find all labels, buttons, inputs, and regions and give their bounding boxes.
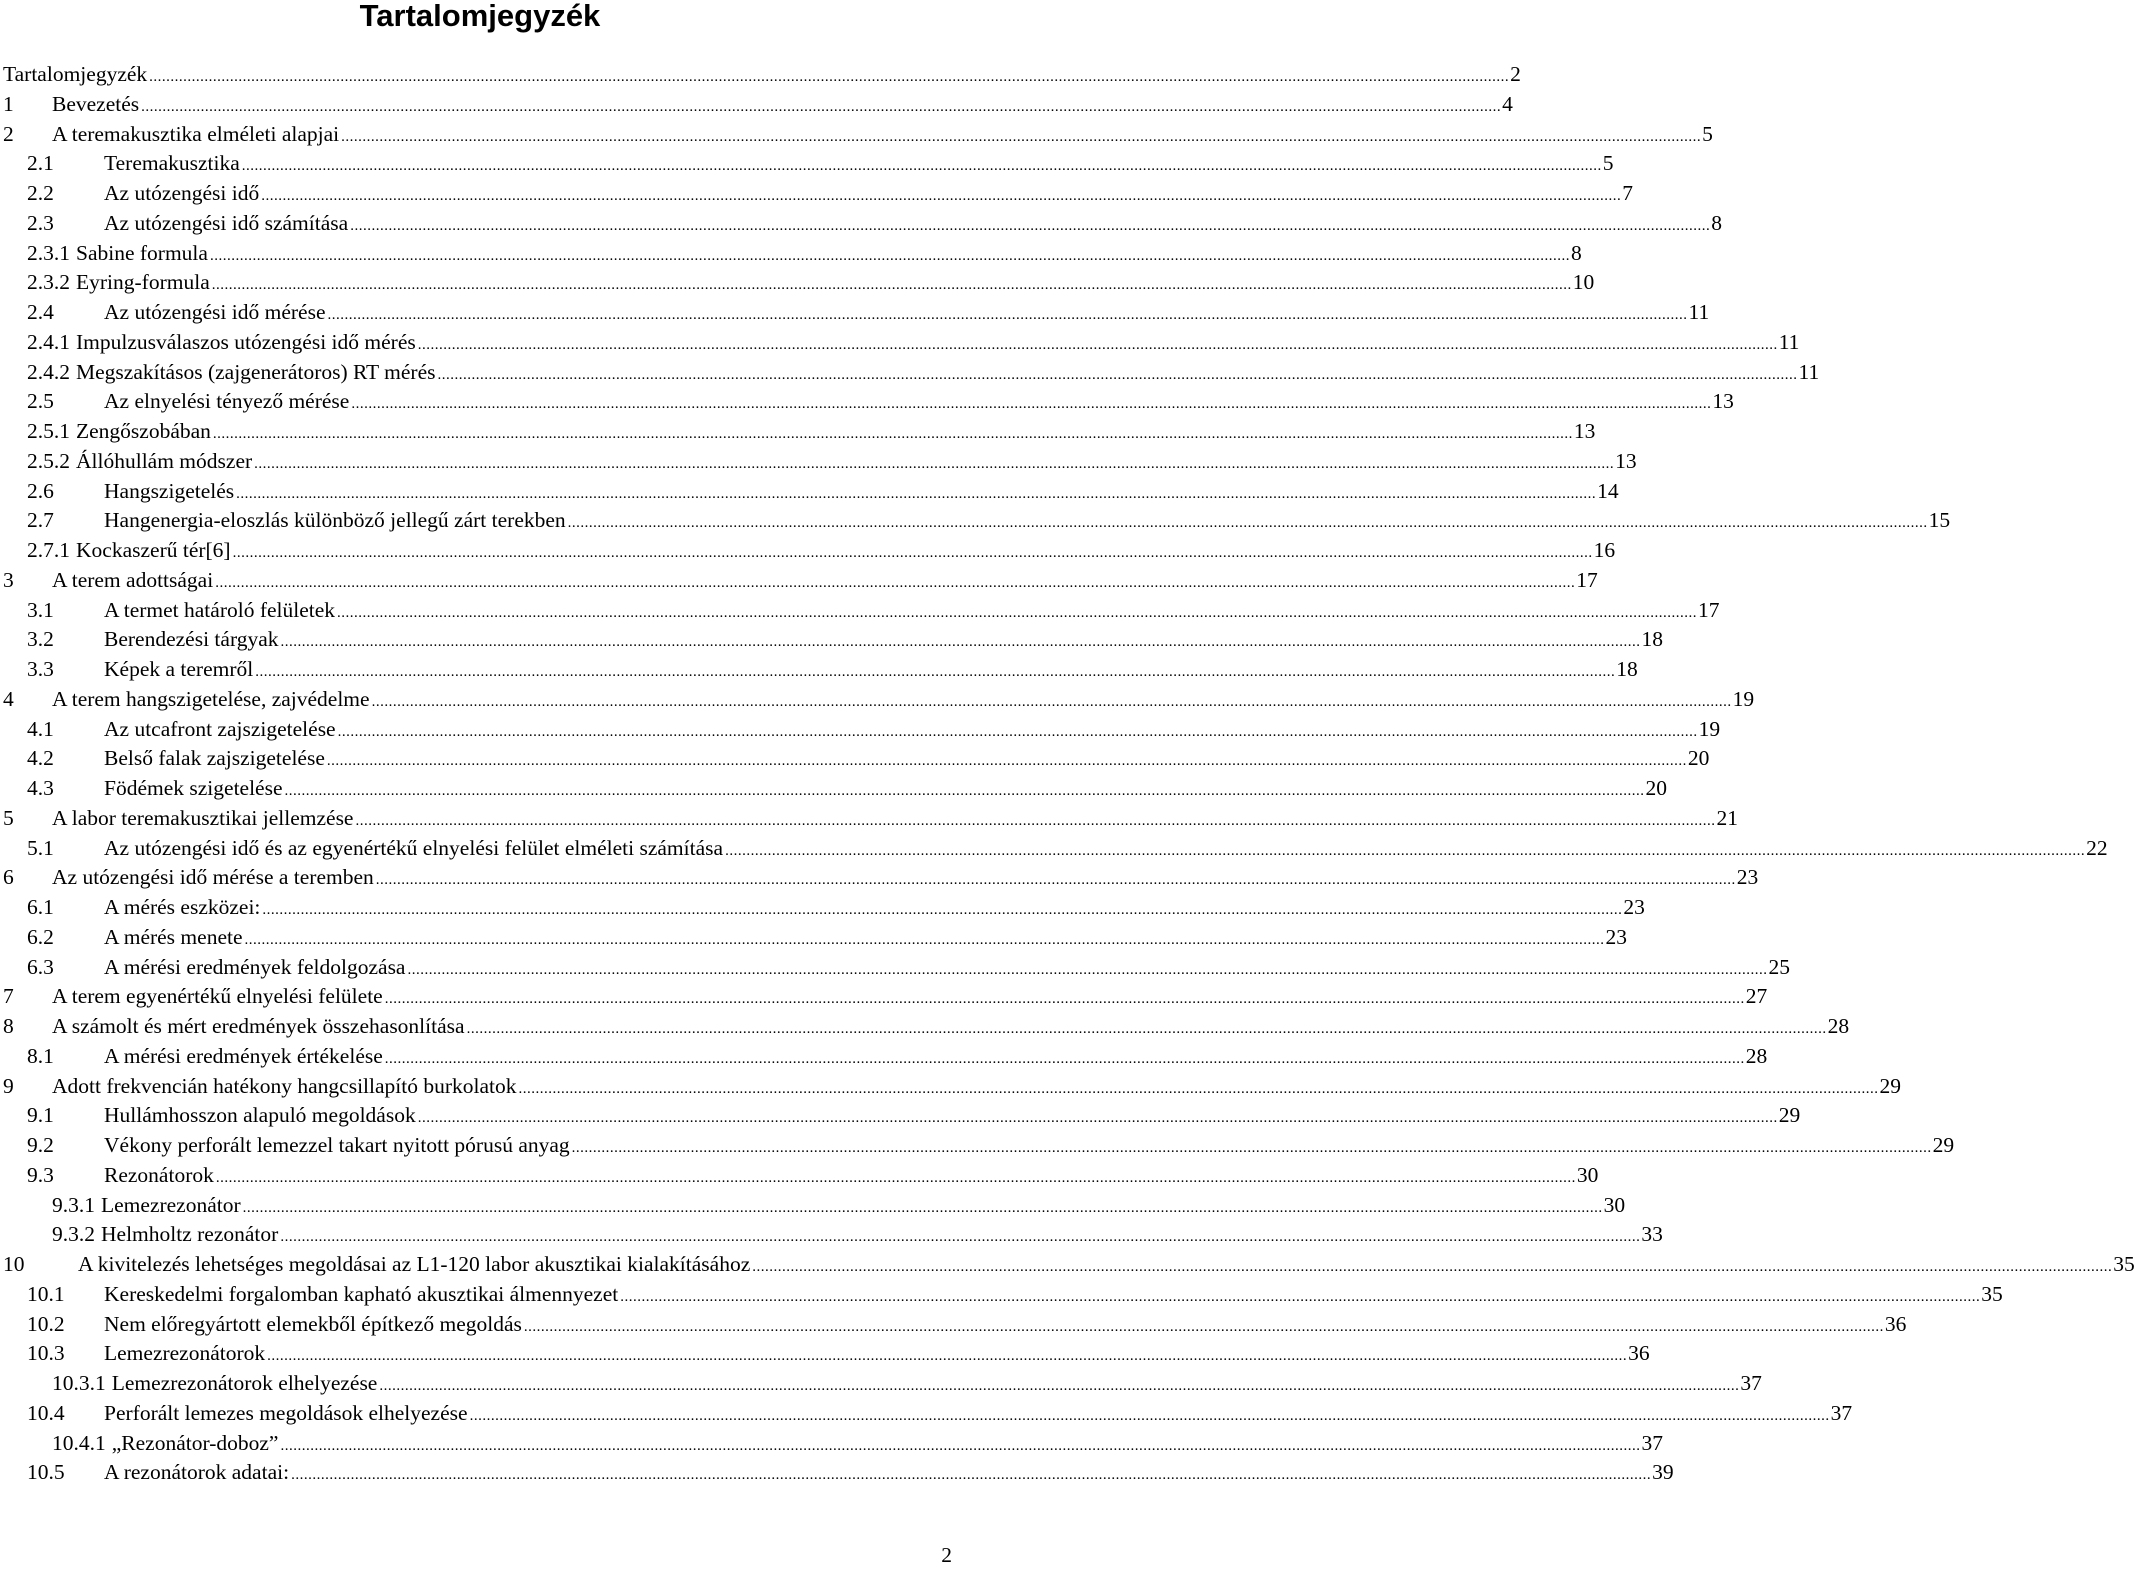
toc-entry-number: 9.3.2 [52,1222,95,1247]
toc-entry[interactable] [0,1458,1674,1488]
toc-entry-page: 23 [1736,865,1759,890]
dot-leader [141,93,1501,123]
toc-entry-number: 4.3 [27,776,54,800]
toc-entry[interactable] [0,209,1722,239]
toc-entry-title: Hullámhosszon alapuló megoldások [104,1103,416,1128]
dot-leader [213,420,1573,450]
toc-entry[interactable] [0,1280,2003,1310]
toc-entry[interactable] [0,596,1720,626]
dot-leader [216,1164,1576,1194]
toc-entry-number: 2.2 [27,181,54,205]
toc-entry-page: 36 [1628,1341,1650,1366]
toc-entry-title: Impulzusválaszos utózengési idő mérés [76,329,416,354]
toc-entry-number: 10.4 [27,1400,65,1425]
toc-entry-title: „Rezonátor-doboz” [111,1430,279,1455]
toc-entry-number: 4 [3,686,14,711]
toc-entry-number: 2.3.1 [27,240,70,265]
toc-entry[interactable] [0,1399,1853,1429]
toc-entry[interactable] [0,685,1755,715]
toc-entry-page: 29 [1932,1133,1955,1157]
dot-leader [337,599,1697,629]
dot-leader [572,1134,1932,1164]
toc-entry[interactable] [0,893,1645,923]
dot-leader [725,837,2085,867]
dot-leader [519,1075,1879,1105]
toc-entry[interactable] [0,506,1951,536]
toc-entry-number: 6.2 [27,924,54,949]
toc-entry-title: Hangszigetelés [104,478,235,503]
toc-entry-number: 9.3 [27,1162,54,1187]
toc-entry-number: 10.4.1 [52,1430,106,1455]
dot-leader [385,985,1745,1015]
dot-leader [243,1194,1603,1224]
toc-entry[interactable] [0,863,1759,893]
dot-leader [338,718,1698,748]
toc-entry-number: 8 [3,1014,14,1038]
toc-entry-number: 6.1 [27,895,54,919]
toc-entry-page: 5 [1702,121,1713,146]
toc-entry-title: A teremakusztika elméleti alapjai [52,121,340,146]
toc-entry-title: Kereskedelmi forgalomban kapható akusztikai álmennyezet [104,1281,619,1306]
toc-entry[interactable] [0,923,1628,953]
toc-entry-page: 30 [1576,1162,1599,1187]
toc-entry-title: A kivitelezés lehetséges megoldásai az L1-120 labor akusztikai kialakításához [78,1252,751,1276]
toc-entry-page: 4 [1502,91,1513,116]
toc-entry-title: A terem adottságai [52,567,214,592]
toc-entry-number: 8.1 [27,1043,54,1068]
toc-entry[interactable] [0,774,1668,804]
dot-leader [245,926,1605,956]
toc-entry-page: 28 [1745,1043,1768,1068]
toc-entry-title: Lemezrezonátor [101,1192,241,1217]
toc-entry-title: Eyring-formula [76,270,210,295]
toc-entry-number: 2.3.2 [27,270,70,295]
toc-entry[interactable] [0,1161,1599,1191]
toc-entry[interactable] [0,1012,1850,1042]
toc-entry-page: 17 [1698,597,1720,622]
toc-entry-title: Tartalomjegyzék [3,62,148,86]
toc-entry-number: 2.4 [27,300,54,324]
toc-entry[interactable] [0,1131,1955,1161]
toc-entry-title: A termet határoló felületek [104,597,336,622]
toc-entry-page: 18 [1616,657,1638,681]
dot-leader [236,480,1596,510]
toc-entry-title: Nem előregyártott elemekből építkező megoldás [104,1311,522,1336]
toc-entry-title: Lemezrezonátorok elhelyezése [111,1371,378,1395]
toc-entry-number: 2.1 [27,151,54,176]
dot-leader [467,1015,1827,1045]
dot-leader [355,807,1715,837]
toc-entry-number: 2.3 [27,210,54,235]
toc-entry-title: A mérés menete [104,924,243,949]
toc-entry-number: 2.5 [27,389,54,414]
toc-entry[interactable] [0,804,1738,834]
toc-entry[interactable] [0,149,1614,179]
toc-entry[interactable] [0,328,1800,358]
dot-leader [254,450,1614,480]
toc-entry-page: 27 [1745,984,1768,1009]
toc-entry-title: Kockaszerű tér[6] [76,538,231,562]
toc-entry-title: Állóhullám módszer [76,448,253,473]
toc-entry-page: 20 [1645,776,1668,800]
toc-entry-title: A terem hangszigetelése, zajvédelme [52,686,370,711]
toc-entry-page: 13 [1615,448,1637,473]
toc-entry-number: 10.5 [27,1460,65,1485]
toc-entry[interactable] [0,655,1638,685]
toc-entry[interactable] [0,1310,1907,1340]
toc-entry-page: 8 [1570,240,1582,265]
dot-leader [407,956,1767,986]
dot-leader [262,896,1622,926]
toc-entry[interactable] [0,447,1637,477]
dot-leader [261,182,1621,212]
toc-entry-title: A terem egyenértékű elnyelési felülete [52,984,383,1009]
dot-leader [418,1104,1778,1134]
dot-leader [291,1461,1651,1491]
dot-leader [568,509,1928,539]
toc-entry-title: Teremakusztika [104,151,240,176]
toc-entry-title: Belső falak zajszigetelése [104,746,325,771]
toc-entry-title: Hangenergia-eloszlás különböző jellegű zárt terekben [104,508,566,533]
toc-entry-number: 4.2 [27,746,54,771]
dot-leader [385,1045,1745,1075]
toc-entry-page: 21 [1716,805,1738,830]
dot-leader [418,331,1778,361]
toc-entry-title: Az utózengési idő mérése [104,300,326,324]
toc-entry[interactable] [0,1250,2135,1280]
toc-entry-number: 3 [3,567,14,592]
toc-entry-page: 19 [1698,716,1721,741]
toc-entry[interactable] [0,1369,1762,1399]
toc-entry[interactable] [0,1042,1768,1072]
toc-entry-title: A mérés eszközei: [104,895,261,919]
toc-entry-page: 36 [1884,1311,1907,1336]
page-title: Tartalomjegyzék [359,0,601,33]
toc-entry[interactable] [0,982,1768,1012]
toc-entry-number: 2.5.2 [27,448,70,473]
dot-leader [438,361,1798,391]
toc-entry[interactable] [0,1191,1626,1221]
toc-entry-page: 28 [1827,1014,1850,1038]
toc-entry-page: 19 [1732,686,1755,711]
toc-entry[interactable] [0,536,1616,566]
dot-leader [233,539,1593,569]
dot-leader [350,212,1710,242]
toc-entry-page: 29 [1879,1073,1902,1098]
toc-entry[interactable] [0,90,1513,120]
toc-entry-number: 2.7 [27,508,54,533]
toc-entry-page: 16 [1593,538,1616,562]
toc-entry-page: 11 [1778,329,1800,354]
toc-entry-page: 37 [1740,1371,1762,1395]
toc-entry[interactable] [0,60,1521,90]
toc-entry-title: Az utcafront zajszigetelése [104,716,336,741]
toc-entry-number: 2.4.2 [27,359,70,384]
dot-leader [267,1342,1627,1372]
toc-entry-title: A mérési eredmények feldolgozása [104,954,406,979]
toc-entry-page: 35 [2113,1252,2135,1276]
toc-entry-title: Az elnyelési tényező mérése [104,389,350,414]
toc-entry-title: Bevezetés [52,91,140,116]
dot-leader [470,1402,1830,1432]
toc-entry[interactable] [0,179,1633,209]
toc-entry-number: 3.2 [27,627,54,652]
toc-entry-number: 5 [3,805,14,830]
dot-leader [215,569,1575,599]
toc-entry-page: 23 [1623,895,1645,919]
toc-entry-number: 9.3.1 [52,1192,95,1217]
dot-leader [212,271,1572,301]
toc-entry[interactable] [0,1072,1902,1102]
dot-leader [285,777,1645,807]
dot-leader [376,866,1736,896]
toc-entry-number: 10.3 [27,1341,65,1366]
dot-leader [328,301,1688,331]
dot-leader [280,1223,1640,1253]
toc-entry-page: 39 [1652,1460,1674,1485]
toc-entry-page: 7 [1622,181,1633,205]
toc-entry[interactable] [0,477,1619,507]
toc-entry-page: 13 [1573,419,1596,443]
toc-entry-page: 11 [1798,359,1820,384]
toc-entry-number: 5.1 [27,835,54,860]
toc-entry-title: Az utózengési idő számítása [104,210,349,235]
toc-entry-title: Megszakításos (zajgenerátoros) RT mérés [76,359,436,384]
toc-entry-number: 2.7.1 [27,538,70,562]
toc-entry[interactable] [0,1339,1650,1369]
toc-entry-page: 20 [1687,746,1710,771]
toc-entry-title: A labor teremakusztikai jellemzése [52,805,354,830]
toc-entry[interactable] [0,1429,1663,1459]
toc-entry-number: 2.6 [27,478,54,503]
toc-entry-number: 6.3 [27,954,54,979]
toc-entry-title: A mérési eredmények értékelése [104,1043,383,1068]
toc-entry-number: 10.3.1 [52,1371,106,1395]
toc-entry[interactable] [0,120,1713,150]
toc-entry-number: 9.2 [27,1133,54,1157]
toc-entry[interactable] [0,715,1721,745]
toc-entry-title: Födémek szigetelése [104,776,283,800]
dot-leader [280,1432,1640,1462]
toc-entry-title: Perforált lemezes megoldások elhelyezése [104,1400,468,1425]
toc-entry-page: 14 [1597,478,1619,503]
toc-entry-page: 17 [1576,567,1598,592]
toc-entry-title: Az utózengési idő és az egyenértékű elnyelési felület elméleti számítása [104,835,724,860]
toc-entry[interactable] [0,387,1734,417]
toc-entry-title: Az utózengési idő mérése a teremben [52,865,374,890]
toc-entry[interactable] [0,566,1598,596]
toc-entry-page: 30 [1603,1192,1626,1217]
dot-leader [242,152,1602,182]
dot-leader [379,1372,1739,1402]
toc-entry-title: Az utózengési idő [104,181,260,205]
toc-entry-number: 9 [3,1073,14,1098]
toc-entry[interactable] [0,358,1820,388]
toc-entry-title: A számolt és mért eredmények összehasonlítása [52,1014,465,1038]
toc-entry-page: 15 [1928,508,1951,533]
toc-entry-number: 2 [3,121,14,146]
toc-entry-title: A rezonátorok adatai: [104,1460,290,1485]
dot-leader [341,123,1701,153]
toc-entry-number: 1 [3,91,14,116]
toc-entry[interactable] [0,1220,1663,1250]
toc-entry-page: 37 [1641,1430,1663,1455]
toc-entry-number: 2.4.1 [27,329,70,354]
toc-entry-page: 35 [1981,1281,2003,1306]
toc-entry-page: 22 [2086,835,2108,860]
toc-entry-page: 33 [1641,1222,1663,1247]
toc-entry[interactable] [0,268,1595,298]
toc-entry-title: Lemezrezonátorok [104,1341,266,1366]
toc-entry-title: Berendezési tárgyak [104,627,279,652]
toc-entry[interactable] [0,953,1790,983]
dot-leader [327,747,1687,777]
toc-entry-page: 13 [1712,389,1734,414]
toc-entry[interactable] [0,744,1710,774]
dot-leader [351,390,1711,420]
toc-entry-page: 8 [1711,210,1722,235]
toc-entry-title: Sabine formula [76,240,208,265]
toc-entry[interactable] [0,1101,1801,1131]
toc-entry-page: 18 [1641,627,1664,652]
toc-entry-title: Adott frekvencián hatékony hangcsillapító burkolatok [52,1073,517,1098]
toc-entry-number: 3.1 [27,597,54,622]
toc-entry-page: 11 [1688,300,1710,324]
dot-leader [255,658,1615,688]
toc-entry-number: 2.5.1 [27,419,70,443]
table-of-contents [0,60,2135,1488]
dot-leader [149,63,1509,93]
toc-entry[interactable] [0,625,1664,655]
toc-entry-title: Zengőszobában [76,419,211,443]
toc-entry-number: 10.1 [27,1281,65,1306]
toc-entry-page: 25 [1768,954,1790,979]
toc-entry-title: Helmholtz rezonátor [101,1222,279,1247]
dot-leader [210,242,1570,272]
page-number: 2 [941,1543,952,1567]
toc-entry[interactable] [0,239,1582,269]
dot-leader [281,628,1641,658]
dot-leader [620,1283,1980,1313]
toc-entry-page: 23 [1605,924,1628,949]
toc-entry-title: Képek a teremről [104,657,254,681]
toc-entry[interactable] [0,834,2108,864]
toc-entry-page: 29 [1778,1103,1801,1128]
toc-entry-number: 3.3 [27,657,54,681]
toc-entry-number: 7 [3,984,14,1009]
toc-entry[interactable] [0,417,1596,447]
toc-entry-number: 4.1 [27,716,54,741]
toc-entry-page: 10 [1572,270,1595,295]
toc-entry-title: Vékony perforált lemezzel takart nyitott pórusú anyag [104,1133,570,1157]
toc-entry-number: 10.2 [27,1311,65,1336]
toc-entry-page: 37 [1830,1400,1853,1425]
toc-entry-page: 5 [1602,151,1614,176]
dot-leader [524,1313,1884,1343]
toc-entry-number: 10 [3,1252,25,1276]
toc-entry-title: Rezonátorok [104,1162,214,1187]
toc-entry-page: 2 [1510,62,1521,86]
toc-entry[interactable] [0,298,1710,328]
dot-leader [752,1253,2112,1283]
toc-entry-number: 6 [3,865,14,890]
dot-leader [372,688,1732,718]
toc-entry-number: 9.1 [27,1103,54,1128]
